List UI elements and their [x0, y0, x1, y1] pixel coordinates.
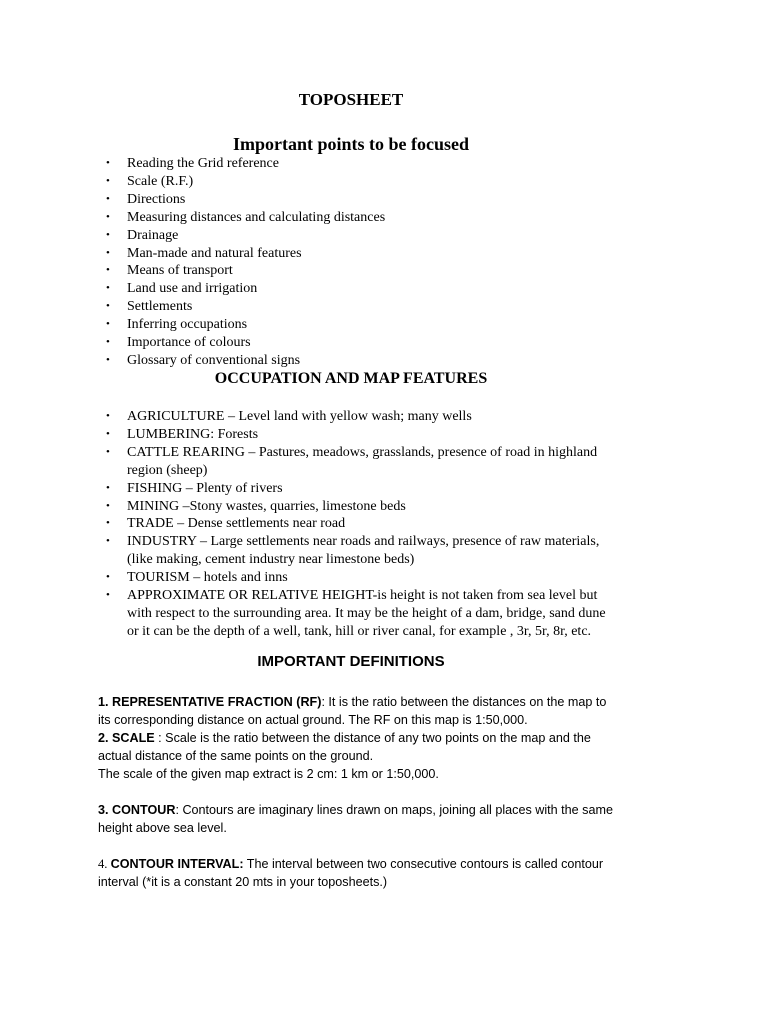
occupation-item-text: MINING –Stony wastes, quarries, limestone beds [127, 498, 406, 514]
bullet-icon: • [106, 336, 110, 349]
bullet-icon: • [106, 427, 110, 440]
spacer [98, 837, 618, 855]
bullet-icon: • [106, 353, 110, 366]
occupation-item [100, 444, 617, 480]
point-item [100, 173, 617, 191]
point-item-text: Land use and irrigation [127, 281, 258, 297]
definition-text: : Contours are imaginary lines drawn on maps, joining all places with the same height above sea level. [98, 803, 613, 835]
occupation-item [100, 408, 617, 426]
bullet-icon: • [106, 157, 110, 169]
point-item-text: Drainage [127, 227, 179, 243]
occupation-item [100, 426, 617, 444]
definitions-heading: IMPORTANT DEFINITIONS [257, 653, 445, 670]
occupation-item-text: INDUSTRY – Large settlements near roads and railways, presence of raw materials, (like making, cement industry near limestone beds) [127, 534, 600, 568]
point-item [100, 155, 617, 173]
page-title: TOPOSHEET [298, 90, 404, 109]
important-points-list [100, 155, 617, 370]
bullet-icon: • [106, 410, 110, 422]
point-item-text: Inferring occupations [127, 317, 248, 333]
point-item-text: Settlements [127, 299, 193, 315]
point-item [100, 227, 617, 245]
bullet-icon: • [106, 264, 110, 277]
bullet-icon: • [106, 282, 110, 295]
definition-text: : Scale is the ratio between the distance of any two points on the map and the actual distance of the same points on the ground. [98, 731, 591, 763]
bullet-icon: • [106, 481, 110, 494]
point-item [100, 316, 617, 334]
point-item-text: Means of transport [127, 263, 233, 279]
point-item-text: Scale (R.F.) [127, 173, 194, 189]
point-item-text: Importance of colours [127, 335, 251, 351]
occupation-item-text: CATTLE REARING – Pastures, meadows, grasslands, presence of road in highland region (sheep) [127, 444, 598, 478]
point-item-text: Directions [127, 191, 186, 207]
page-subtitle: Important points to be focused [232, 134, 469, 154]
definition-text: The interval between two consecutive contours is called contour interval (*it is a constant 20 mts in your toposheets.) [98, 857, 604, 889]
point-item [100, 245, 617, 263]
definition-term: CONTOUR INTERVAL: [110, 857, 244, 871]
point-item-text: Reading the Grid reference [127, 156, 279, 171]
definition-text: : It is the ratio between the distances on the map to its corresponding distance on actual ground. The RF on this map is 1:50,000. [98, 695, 607, 727]
point-item [100, 209, 617, 227]
point-item-text: Measuring distances and calculating distances [127, 209, 386, 225]
definitions-section [98, 693, 618, 891]
point-item [100, 191, 617, 209]
bullet-icon: • [106, 517, 110, 530]
bullet-icon: • [106, 571, 110, 584]
bullet-icon: • [106, 192, 110, 205]
point-item [100, 280, 617, 298]
occupation-item-text: TRADE – Dense settlements near road [127, 516, 346, 532]
occupation-item [100, 587, 617, 641]
bullet-icon: • [106, 318, 110, 331]
bullet-icon: • [106, 300, 110, 313]
point-item [100, 352, 617, 370]
occupation-item-text: FISHING – Plenty of rivers [127, 480, 283, 496]
occupation-item [100, 533, 617, 569]
bullet-icon: • [106, 499, 110, 512]
occupation-item-text: TOURISM – hotels and inns [127, 570, 288, 586]
occupation-item [100, 480, 617, 498]
occupation-list [100, 408, 617, 641]
bullet-icon: • [106, 246, 110, 259]
bullet-icon: • [106, 445, 110, 458]
occupation-item-text: LUMBERING: Forests [127, 426, 259, 442]
occupation-heading: OCCUPATION AND MAP FEATURES [214, 370, 488, 387]
bullet-icon: • [106, 174, 110, 187]
occupation-item [100, 569, 617, 587]
point-item [100, 334, 617, 352]
bullet-icon: • [106, 589, 110, 602]
occupation-item-text: APPROXIMATE OR RELATIVE HEIGHT-is height is not taken from sea level but with respect to the surrounding area. It may be the height of a dam, bridge, sand dune or it can be the depth of a well, tank, hill or river canal, for example , 3r, 5r, 8r, etc. [127, 588, 606, 639]
definition-scale-extra: The scale of the given map extract is 2 cm: 1 km or 1:50,000. [98, 767, 439, 781]
point-item-text: Glossary of conventional signs [127, 352, 301, 368]
occupation-item [100, 515, 617, 533]
point-item [100, 298, 617, 316]
definition-scale [98, 729, 618, 765]
bullet-icon: • [106, 535, 110, 548]
occupation-item [100, 498, 617, 516]
definition-contour-interval [98, 855, 618, 891]
occupation-item-text: AGRICULTURE – Level land with yellow wash; many wells [127, 409, 472, 424]
definition-term: 3. CONTOUR [98, 803, 176, 817]
bullet-icon: • [106, 210, 110, 223]
definition-number: 4. [98, 857, 111, 871]
definition-rf [98, 693, 618, 729]
definition-contour [98, 801, 618, 837]
point-item-text: Man-made and natural features [127, 245, 302, 261]
definition-term: 2. SCALE [98, 731, 155, 745]
bullet-icon: • [106, 228, 110, 241]
point-item [100, 262, 617, 280]
definition-term: 1. REPRESENTATIVE FRACTION (RF) [98, 695, 322, 709]
spacer [98, 783, 618, 801]
